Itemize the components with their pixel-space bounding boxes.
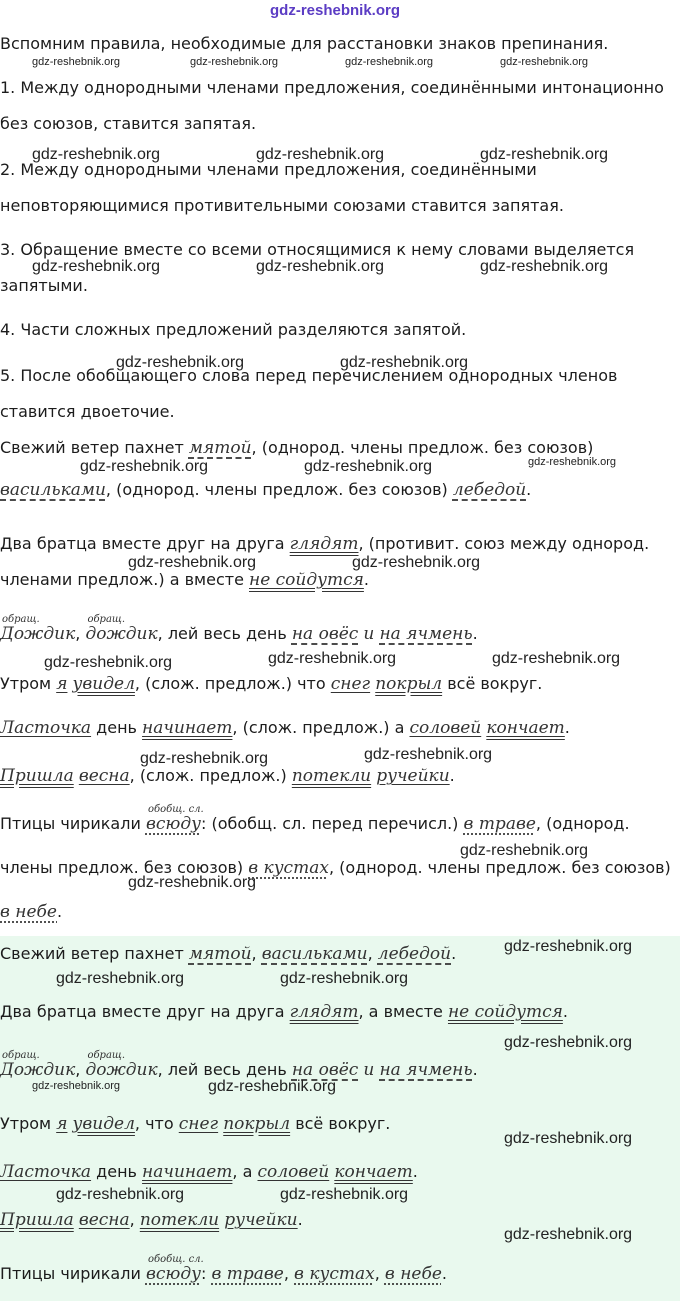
text: Птицы чирикали <box>0 814 141 833</box>
subject-word: ручейки <box>376 766 450 786</box>
watermark: gdz-reshebnik.org <box>504 1130 633 1147</box>
subject-word: я <box>56 1114 68 1134</box>
text: Свежий ветер пахнет <box>0 944 184 963</box>
homogeneous-word: в кустах <box>294 1264 375 1284</box>
comment: , (слож. предлож.) что <box>134 674 326 693</box>
watermark: gdz-reshebnik.org <box>116 354 245 371</box>
address-note: обращ. <box>87 1050 126 1061</box>
comment: , (однород. члены предлож. без союзов) <box>328 858 671 877</box>
analysis-sentence-5: Ласточка день начинает, (слож. предлож.) а соловей кончает. <box>0 718 570 738</box>
homogeneous-word: васильками <box>261 944 368 964</box>
analysis-sentence-1-line-1 <box>0 438 593 458</box>
subject-word: соловей <box>257 1162 330 1182</box>
conjunction: и <box>363 624 375 644</box>
homogeneous-word: в небе <box>0 902 57 922</box>
watermark: gdz-reshebnik.org <box>80 458 209 475</box>
comment: , (однород. члены предлож. без союзов) <box>251 438 594 457</box>
predicate-word: покрыл <box>223 1114 291 1134</box>
subject-word: весна <box>78 1210 130 1230</box>
analysis-sentence-7-line-2 <box>0 858 671 878</box>
watermark: gdz-reshebnik.org <box>56 1186 185 1203</box>
watermark: gdz-reshebnik.org <box>268 650 397 667</box>
watermark: gdz-reshebnik.org <box>56 970 185 987</box>
watermark: gdz-reshebnik.org <box>492 650 621 667</box>
comment: , (противит. союз между однород. <box>358 534 650 553</box>
predicate-word: кончает <box>486 718 565 738</box>
address-word: Дождик <box>0 624 76 644</box>
watermark: gdz-reshebnik.org <box>256 146 385 163</box>
address-note: обращ. <box>87 614 126 625</box>
generalizing-word: всюду <box>145 814 201 834</box>
answer-4 <box>0 1114 390 1134</box>
analysis-sentence-7-line-1 <box>0 804 630 834</box>
generalizing-note: обобщ. сл. <box>147 1254 204 1265</box>
analysis-sentence-7-line-3: в небе. <box>0 902 63 922</box>
predicate-word: кончает <box>334 1162 413 1182</box>
analysis-sentence-1-line-2 <box>0 480 531 500</box>
text: всё вокруг. <box>447 674 543 693</box>
subject-word: Ласточка <box>0 718 92 738</box>
text: , а вместе <box>358 1002 443 1021</box>
text: , лей весь день <box>157 1060 287 1079</box>
predicate-word: не сойдутся <box>249 570 364 590</box>
answer-6: Пришла весна, потекли ручейки. <box>0 1210 303 1230</box>
subject-word: Ласточка <box>0 1162 92 1182</box>
rule-4: 4. Части сложных предложений разделяются запятой. <box>0 320 467 339</box>
comment: , (однород. <box>535 814 630 833</box>
watermark: gdz-reshebnik.org <box>32 1080 121 1092</box>
text: , что <box>134 1114 174 1133</box>
answer-2: Два братца вместе друг на друга глядят, а вместе не сойдутся. <box>0 1002 568 1022</box>
subject-word: весна <box>78 766 130 786</box>
text: , а <box>232 1162 253 1181</box>
comment: , (слож. предлож.) <box>129 766 287 785</box>
answer-7: Птицы чирикали обобщ. сл. всюду: в траве, в кустах, в небе. <box>0 1264 447 1284</box>
generalizing-note: обобщ. сл. <box>147 804 204 815</box>
predicate-word: начинает <box>142 718 233 738</box>
analysis-sentence-6: Пришла весна, (слож. предлож.) потекли ручейки. <box>0 766 455 786</box>
watermark: gdz-reshebnik.org <box>32 56 121 68</box>
address-word: дождик <box>85 624 158 644</box>
watermark: gdz-reshebnik.org <box>352 554 481 571</box>
watermark: gdz-reshebnik.org <box>364 746 493 763</box>
analysis-sentence-2-line-1 <box>0 534 649 554</box>
comment: члены предлож. без союзов) <box>0 858 244 877</box>
subject-word: я <box>56 674 68 694</box>
text: Птицы чирикали <box>0 1264 141 1283</box>
predicate-word: потекли <box>139 1210 220 1230</box>
homogeneous-word: лебедой <box>377 944 452 964</box>
watermark: gdz-reshebnik.org <box>340 354 469 371</box>
rule-3-line-1: 3. Обращение вместе со всеми относящимися к нему словами выделяется <box>0 240 635 259</box>
rule-2-line-1: 2. Между однородными членами предложения, соединёнными <box>0 160 537 179</box>
homogeneous-word: мятой <box>188 944 252 964</box>
predicate-word: глядят <box>289 534 359 554</box>
rule-1-line-1: 1. Между однородными членами предложения, соединёнными интонационно <box>0 78 664 97</box>
text: Свежий ветер пахнет <box>0 438 184 457</box>
comment: членами предлож.) а вместе <box>0 570 244 589</box>
address-note: обращ. <box>2 1050 40 1061</box>
comment: : (обобщ. сл. перед перечисл.) <box>200 814 459 833</box>
analysis-sentence-3: обращ. Дождик, обращ. дождик, лей весь день на овёс и на ячмень. <box>0 624 478 644</box>
text: всё вокруг. <box>295 1114 391 1133</box>
homogeneous-word: на ячмень <box>379 1060 473 1080</box>
predicate-word: покрыл <box>375 674 443 694</box>
watermark: gdz-reshebnik.org <box>190 56 279 68</box>
answer-1: Свежий ветер пахнет мятой, васильками, лебедой. <box>0 944 457 964</box>
watermark: gdz-reshebnik.org <box>504 938 633 955</box>
analysis-sentence-2-line-2 <box>0 570 369 590</box>
watermark: gdz-reshebnik.org <box>128 874 257 891</box>
address-word: дождик <box>85 1060 158 1080</box>
homogeneous-word: на овёс <box>291 1060 359 1080</box>
rule-5-line-1: 5. После обобщающего слова перед перечислением однородных членов <box>0 366 618 385</box>
watermark: gdz-reshebnik.org <box>208 1078 337 1095</box>
predicate-word: начинает <box>142 1162 233 1182</box>
generalizing-word: всюду <box>145 1264 201 1284</box>
watermark: gdz-reshebnik.org <box>504 1034 633 1051</box>
homogeneous-word: лебедой <box>452 480 527 500</box>
watermark: gdz-reshebnik.org <box>500 56 589 68</box>
subject-word: ручейки <box>224 1210 298 1230</box>
subject-word: соловей <box>409 718 482 738</box>
text: Два братца вместе друг на друга <box>0 1002 285 1021</box>
subject-word: снег <box>330 674 371 694</box>
conjunction: и <box>363 1060 375 1080</box>
watermark: gdz-reshebnik.org <box>528 456 617 468</box>
predicate-word: увидел <box>72 674 135 694</box>
watermark: gdz-reshebnik.org <box>345 56 434 68</box>
predicate-word: Пришла <box>0 766 74 786</box>
watermark: gdz-reshebnik.org <box>504 1226 633 1243</box>
homogeneous-word: васильками <box>0 480 106 500</box>
address-note: обращ. <box>2 614 40 625</box>
homogeneous-word: в кустах <box>248 858 329 878</box>
homogeneous-word: в небе <box>384 1264 442 1284</box>
address-word: Дождик <box>0 1060 76 1080</box>
text: Два братца вместе друг на друга <box>0 534 285 553</box>
text: Утром <box>0 674 52 693</box>
watermark: gdz-reshebnik.org <box>44 654 173 671</box>
text: , лей весь день <box>157 624 287 643</box>
watermark: gdz-reshebnik.org <box>140 750 269 767</box>
watermark: gdz-reshebnik.org <box>304 458 433 475</box>
predicate-word: не сойдутся <box>447 1002 563 1022</box>
watermark: gdz-reshebnik.org <box>280 970 409 987</box>
comment: , (однород. члены предлож. без союзов) <box>105 480 448 499</box>
watermark: gdz-reshebnik.org <box>256 258 385 275</box>
watermark: gdz-reshebnik.org <box>280 1186 409 1203</box>
predicate-word: глядят <box>289 1002 359 1022</box>
punct: . <box>363 570 369 589</box>
analysis-sentence-4 <box>0 674 542 694</box>
homogeneous-word: в траве <box>463 814 536 834</box>
comment: , (слож. предлож.) а <box>232 718 405 737</box>
rule-3-line-2: запятыми. <box>0 276 88 295</box>
predicate-word: потекли <box>291 766 372 786</box>
intro-text: Вспомним правила, необходимые для расстановки знаков препинания. <box>0 34 609 53</box>
answer-5: Ласточка день начинает, а соловей кончает. <box>0 1162 418 1182</box>
subject-word: снег <box>178 1114 219 1134</box>
rule-5-line-2: ставится двоеточие. <box>0 402 175 421</box>
homogeneous-word: мятой <box>188 438 252 458</box>
watermark: gdz-reshebnik.org <box>480 258 609 275</box>
text: день <box>96 718 137 737</box>
watermark: gdz-reshebnik.org <box>32 258 161 275</box>
predicate-word: увидел <box>72 1114 135 1134</box>
homogeneous-word: на ячмень <box>379 624 473 644</box>
rule-1-line-2: без союзов, ставится запятая. <box>0 114 257 133</box>
watermark: gdz-reshebnik.org <box>32 146 161 163</box>
homogeneous-word: на овёс <box>291 624 359 644</box>
watermark: gdz-reshebnik.org <box>128 554 257 571</box>
homogeneous-word: в траве <box>211 1264 284 1284</box>
text: Утром <box>0 1114 52 1133</box>
site-watermark-top: gdz-reshebnik.org <box>270 2 401 19</box>
text: день <box>96 1162 137 1181</box>
punct: . <box>526 480 532 499</box>
rule-2-line-2: неповторяющимися противительными союзами ставится запятая. <box>0 196 564 215</box>
watermark: gdz-reshebnik.org <box>460 842 589 859</box>
watermark: gdz-reshebnik.org <box>480 146 609 163</box>
answer-3: обращ. Дождик, обращ. дождик, лей весь день на овёс и на ячмень. <box>0 1060 478 1080</box>
predicate-word: Пришла <box>0 1210 74 1230</box>
